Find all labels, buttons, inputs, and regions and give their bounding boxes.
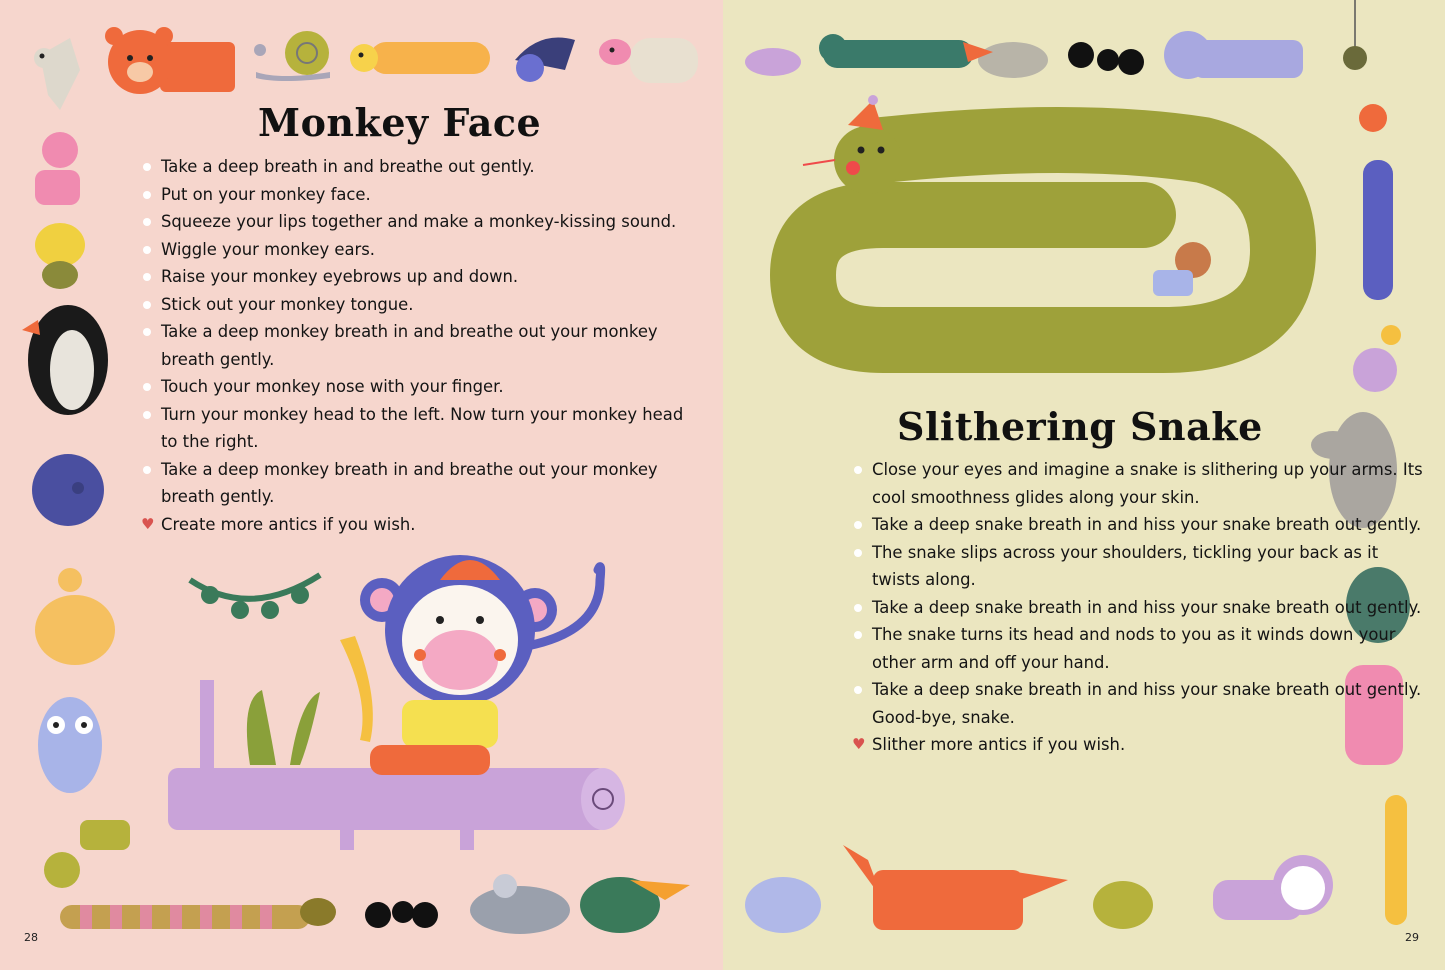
beetle-icon: [35, 223, 85, 289]
list-item: [142, 181, 702, 209]
list-item-text: Raise your monkey eyebrows up and down.: [161, 267, 519, 286]
list-item-text: Take a deep monkey breath in and breathe out your monkey breath gently.: [161, 322, 658, 369]
monkey-small-icon: [1213, 855, 1333, 920]
fish-icon: [963, 42, 1048, 78]
list-item: [853, 456, 1423, 511]
squirrel-icon: [35, 132, 80, 205]
list-item-text: Squeeze your lips together and make a monkey-kissing sound.: [161, 212, 677, 231]
snail-right-icon: [1353, 325, 1401, 392]
fox-icon: [843, 845, 1068, 930]
sheep-icon: [599, 38, 698, 83]
list-item: [142, 291, 702, 319]
snail-icon: [254, 31, 330, 81]
caterpillar-green-icon: [819, 34, 973, 68]
list-item: [853, 676, 1423, 731]
list-item: [853, 621, 1423, 676]
list-item-text: Turn your monkey head to the left. Now turn your monkey head to the right.: [161, 404, 684, 451]
penguin-icon: [22, 305, 108, 415]
goat-icon: [44, 820, 130, 888]
list-item-text: Put on your monkey face.: [161, 184, 371, 204]
ladybug-icon: [1359, 104, 1387, 132]
heart-icon: ♥: [141, 514, 155, 533]
page-title: Monkey Face: [258, 100, 542, 145]
worm-icon: [1385, 795, 1407, 925]
plant-icon: [247, 690, 320, 765]
instruction-list: [853, 456, 1423, 759]
list-item-text: Wiggle your monkey ears.: [161, 239, 376, 259]
hedgehog-icon: [32, 454, 104, 526]
list-item: [853, 511, 1423, 539]
page-number: 28: [24, 931, 38, 944]
caterpillar-icon: [350, 42, 490, 74]
list-item-text: Take a deep monkey breath in and breathe out your monkey breath gently.: [161, 459, 658, 506]
monkey-icon: [340, 555, 601, 775]
list-item: [142, 456, 702, 511]
lizard-icon: [1363, 160, 1393, 300]
list-item-text: Touch your monkey nose with your finger.: [161, 377, 504, 396]
list-item: [142, 373, 702, 401]
list-item: [853, 731, 1423, 759]
list-item: [142, 208, 702, 236]
list-item: [142, 318, 702, 373]
bird-icon: [34, 38, 80, 110]
list-item: [142, 263, 702, 291]
right-page: [723, 0, 1445, 970]
list-item: [142, 401, 702, 456]
list-item-text: Close your eyes and imagine a snake is slithering up your arms. Its cool smoothness glides along your skin.: [872, 460, 1423, 507]
dog-icon: [35, 568, 115, 665]
bear-icon: [105, 27, 235, 94]
list-item: [142, 236, 702, 264]
instruction-list: [142, 153, 702, 538]
ant-icon: [365, 901, 438, 928]
list-item-text: Take a deep snake breath in and hiss your snake breath out gently.: [872, 597, 1422, 617]
snake-illustration: [803, 95, 1283, 340]
list-item-text: Stick out your monkey tongue.: [161, 294, 414, 314]
toucan-icon: [580, 877, 690, 933]
heart-icon: ♥: [852, 735, 866, 753]
mouse-icon: [470, 874, 570, 934]
list-item-text: Take a deep snake breath in and hiss your snake breath out gently. Good-bye, snake.: [872, 680, 1422, 727]
list-item-text: Take a deep breath in and breathe out gently.: [161, 157, 535, 176]
page-number: 29: [1405, 931, 1419, 944]
page-title: Slithering Snake: [897, 404, 1263, 449]
cat-icon: [1164, 31, 1303, 79]
list-item-text: The snake slips across your shoulders, tickling your back as it twists along.: [872, 542, 1379, 589]
list-item: [853, 539, 1423, 594]
frog-icon: [1093, 881, 1153, 929]
vine-icon: [190, 575, 320, 619]
owl-icon: [38, 697, 102, 793]
list-item: [142, 153, 702, 181]
list-item: [142, 511, 702, 539]
list-item-text: Create more antics if you wish.: [161, 514, 416, 534]
list-item: [853, 594, 1423, 622]
ant-icon-top: [1068, 42, 1144, 75]
cricket-icon: [745, 48, 801, 76]
list-item-text: The snake turns its head and nods to you as it winds down your other arm and off your hand.: [872, 625, 1396, 672]
list-item-text: Take a deep snake breath in and hiss your snake breath out gently.: [872, 515, 1422, 534]
beetle-bottom-icon: [745, 877, 821, 933]
snake-icon-bottom: [60, 898, 336, 929]
spider-icon: [1343, 0, 1367, 70]
bat-icon: [515, 38, 575, 83]
list-item-text: Slither more antics if you wish.: [872, 735, 1126, 754]
